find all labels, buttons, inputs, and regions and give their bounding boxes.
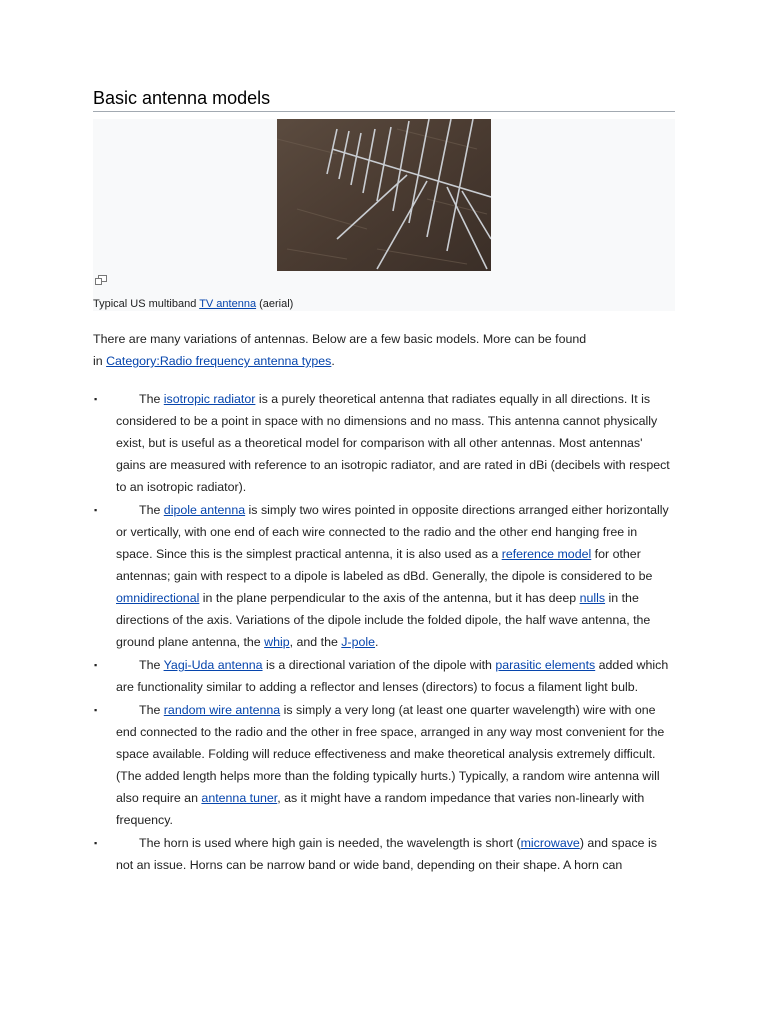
category-link[interactable]: Category:Radio frequency antenna types bbox=[106, 354, 332, 368]
parasitic-elements-link[interactable]: parasitic elements bbox=[495, 658, 596, 672]
microwave-link[interactable]: microwave bbox=[520, 836, 580, 850]
reference-model-link[interactable]: reference model bbox=[501, 547, 592, 561]
bullet-icon: ▪ bbox=[94, 505, 98, 515]
bullet-icon: ▪ bbox=[94, 394, 98, 404]
nulls-link[interactable]: nulls bbox=[579, 591, 606, 605]
bullet-icon: ▪ bbox=[94, 705, 98, 715]
yagi-uda-antenna-link[interactable]: Yagi-Uda antenna bbox=[163, 658, 263, 672]
antenna-tuner-link[interactable]: antenna tuner bbox=[201, 791, 278, 805]
intro-paragraph: There are many variations of antennas. Below are a few basic models. More can be found in Category:Radio frequency antenna types. bbox=[93, 332, 587, 368]
list-item: ▪ The Yagi-Uda antenna is a directional variation of the dipole with parasitic elements added which are functionality similar to adding a reflector and lenses (directors) to focus a filament light bulb. bbox=[93, 654, 675, 698]
section-heading: Basic antenna models bbox=[93, 86, 675, 112]
enlarge-icon[interactable] bbox=[95, 275, 107, 285]
bullet-icon: ▪ bbox=[94, 838, 98, 848]
random-wire-antenna-link[interactable]: random wire antenna bbox=[163, 703, 281, 717]
isotropic-radiator-link[interactable]: isotropic radiator bbox=[163, 392, 256, 406]
list-item: ▪ The dipole antenna is simply two wires pointed in opposite directions arranged either horizontally or vertically, with one end of each wire connected to the radio and the other end hanging free in space. Since this is the simplest practical antenna, it is also used as a reference model for other antennas; gain with respect to a dipole is labeled as dBd. Generally, the dipole is considered to be omnidirectional in the plane perpendicular to the axis of the antenna, but it has deep nulls in the directions of the axis. Variations of the dipole include the folded dipole, the half wave antenna, the ground plane antenna, the whip, and the J-pole. bbox=[93, 499, 675, 653]
antenna-models-list bbox=[93, 388, 675, 877]
whip-link[interactable]: whip bbox=[264, 635, 290, 649]
j-pole-link[interactable]: J-pole bbox=[341, 635, 376, 649]
list-item: ▪ The isotropic radiator is a purely theoretical antenna that radiates equally in all directions. It is considered to be a point in space with no dimensions and no mass. This antenna cannot physically exist, but is useful as a theoretical model for comparison with all other antennas. Most antennas' gains are measured with reference to an isotropic radiator, and are rated in dBi (decibels with respect to an isotropic radiator). bbox=[93, 388, 675, 498]
list-item: ▪ The horn is used where high gain is needed, the wavelength is short (microwave) and space is not an issue. Horns can be narrow band or wide band, depending on their shape. A horn can bbox=[93, 832, 675, 876]
omnidirectional-link[interactable]: omnidirectional bbox=[116, 591, 200, 605]
tv-antenna-link[interactable]: TV antenna bbox=[199, 298, 257, 310]
figure-caption: Typical US multiband TV antenna (aerial) bbox=[93, 298, 294, 310]
dipole-antenna-link[interactable]: dipole antenna bbox=[163, 503, 246, 517]
list-item: ▪ The random wire antenna is simply a very long (at least one quarter wavelength) wire with one end connected to the radio and the other in free space, arranged in any way most convenient for the space available. Folding will reduce effectiveness and make theoretical analysis extremely difficult. (The added length helps more than the folding typically hurts.) Typically, a random wire antenna will also require an antenna tuner, as it might have a random impedance that varies non-linearly with frequency. bbox=[93, 699, 675, 831]
bullet-icon: ▪ bbox=[94, 660, 98, 670]
figure-thumbnail bbox=[93, 119, 675, 311]
antenna-photo[interactable] bbox=[277, 119, 491, 271]
